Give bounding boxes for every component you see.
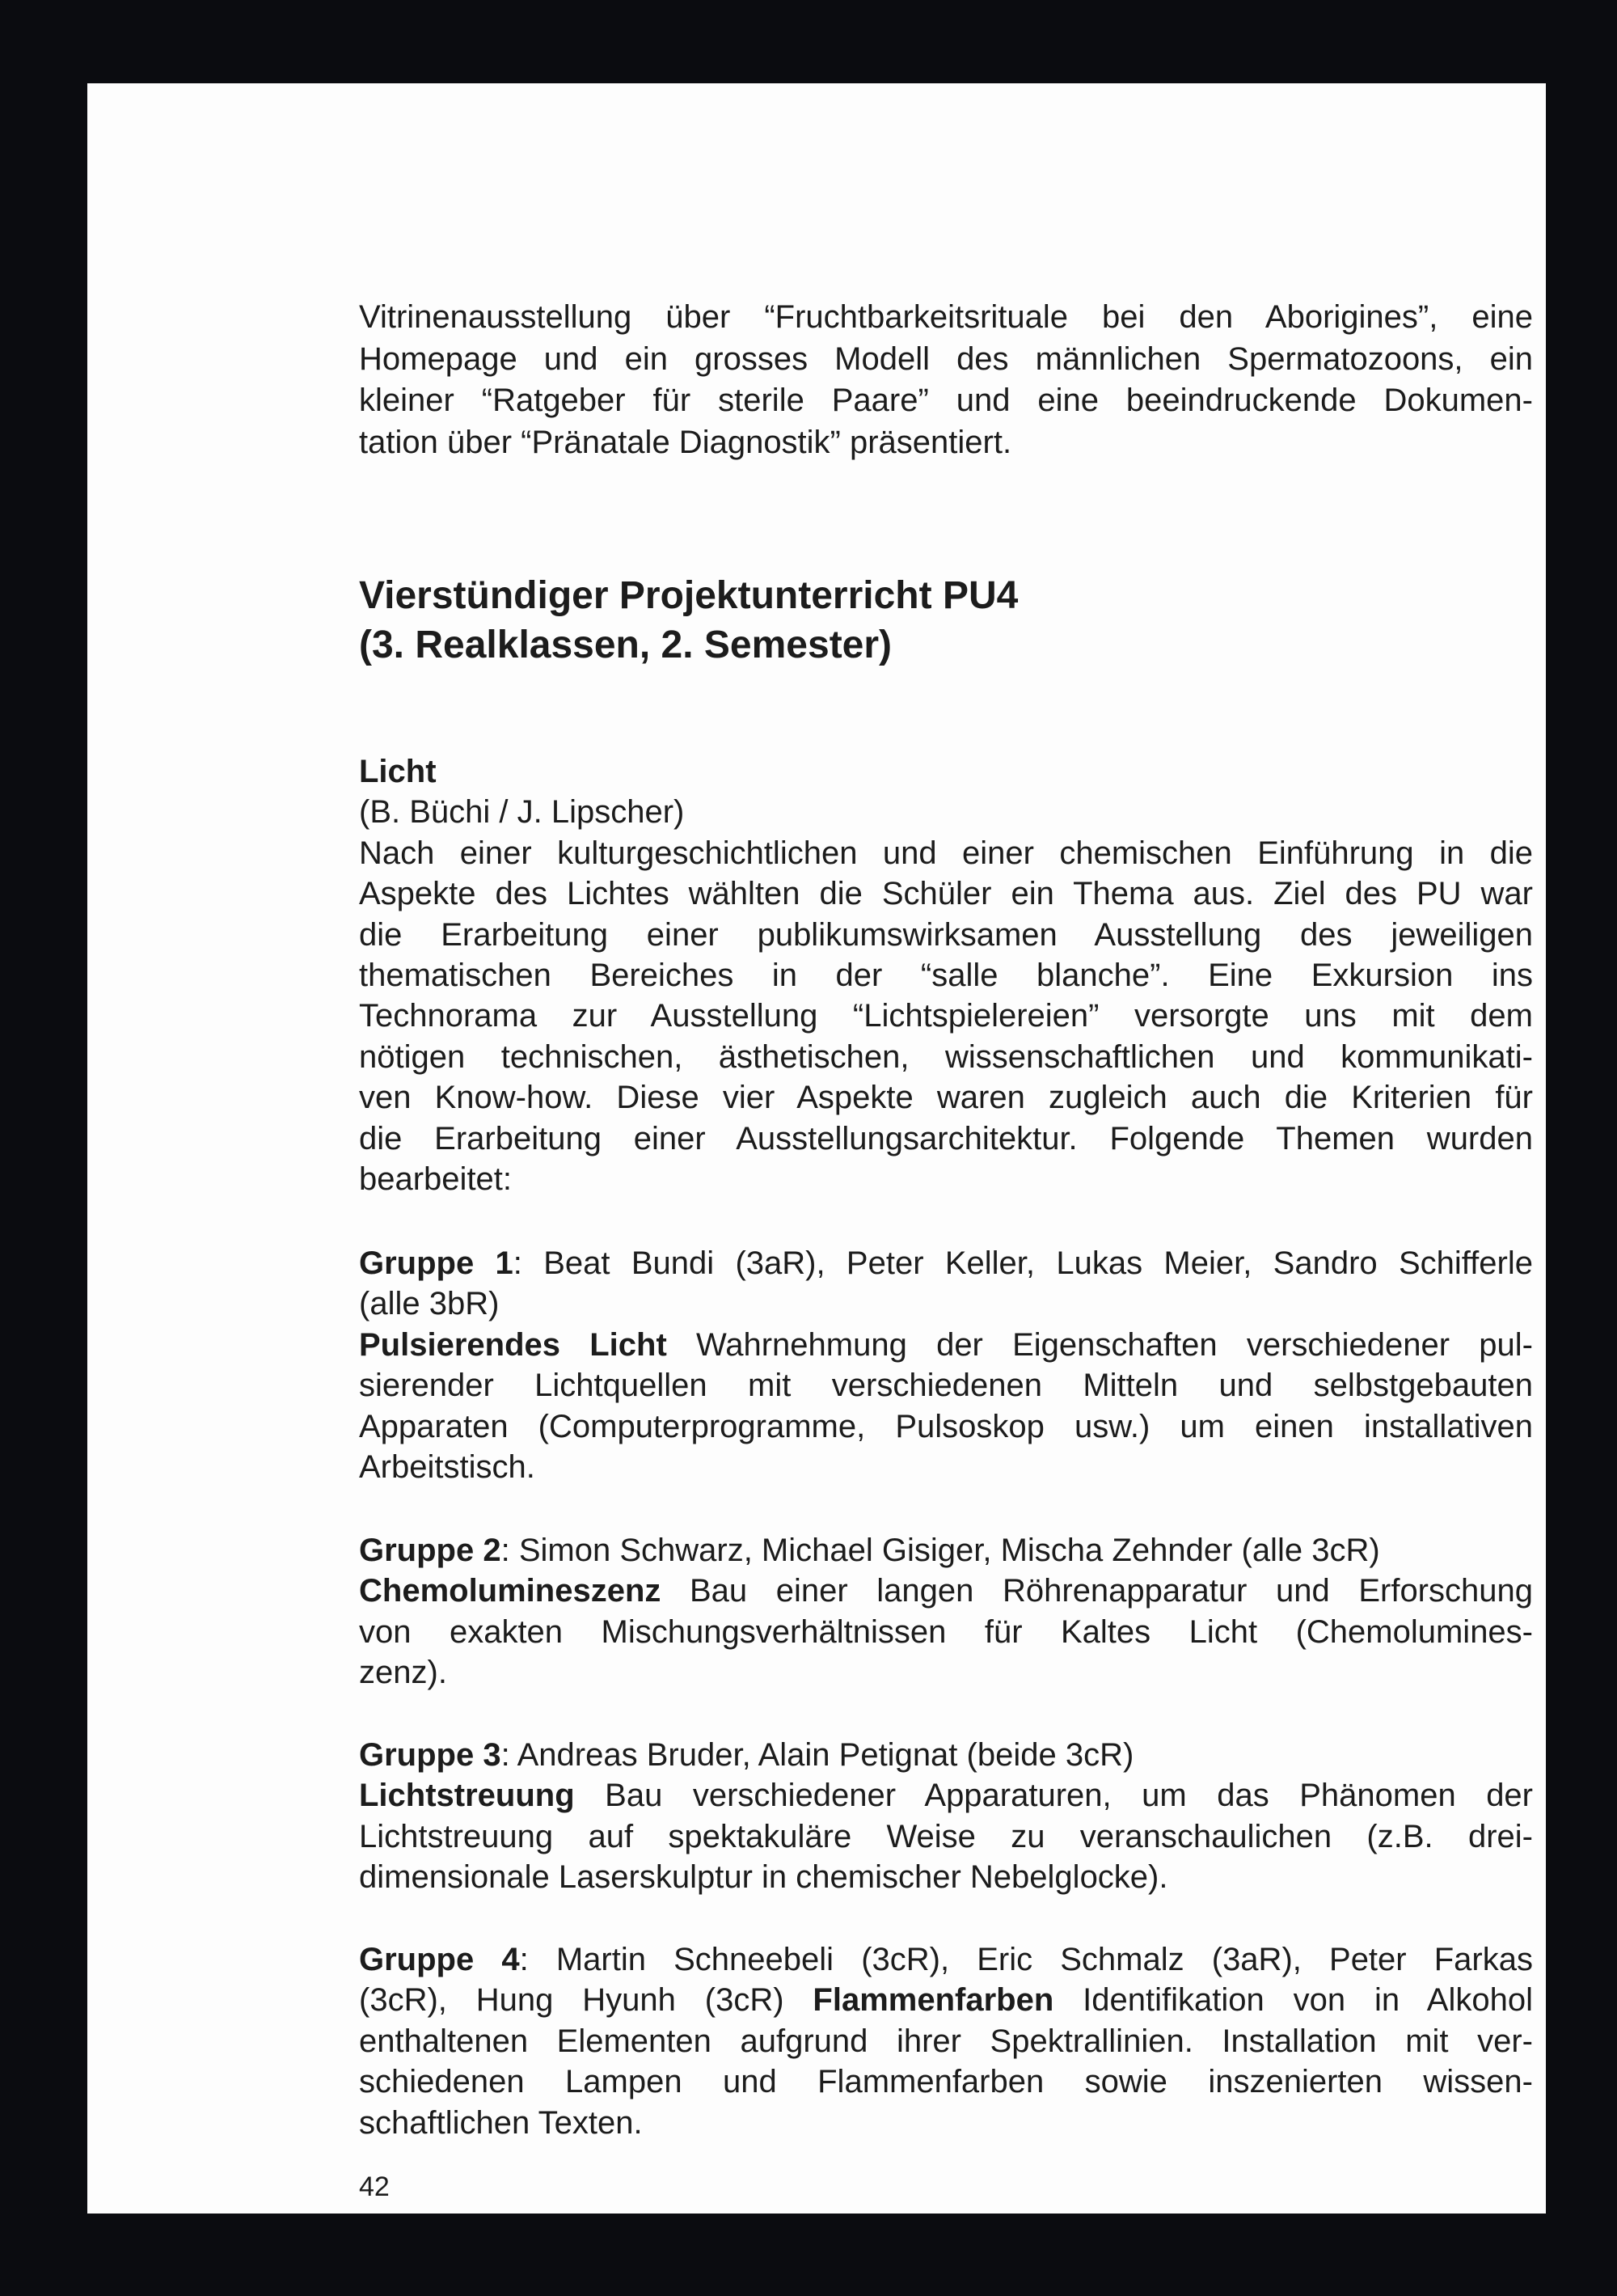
- text-line: [359, 1283, 1533, 1324]
- text-run: Vitrinenausstellung über “Fruchtbarkeitsrituale bei den Aborigines”, eine: [359, 299, 1533, 335]
- bold-term: Lichtstreuung: [359, 1778, 575, 1814]
- text-line: [359, 1857, 1533, 1897]
- bold-term: Licht: [359, 754, 437, 789]
- bold-term: Gruppe 3: [359, 1737, 501, 1773]
- text-run: nötigen technischen, ästhetischen, wissenschaftlichen und kommunikati-: [359, 1038, 1533, 1075]
- text-line: [359, 1571, 1533, 1611]
- text-line: [359, 915, 1533, 955]
- text-line: [359, 1735, 1533, 1775]
- text-line: [359, 2021, 1533, 2061]
- text-run: schiedenen Lampen und Flammenfarben sowie inszenierten wissen-: [359, 2064, 1533, 2100]
- text-run: Apparaten (Computerprogramme, Pulsoskop usw.) um einen installativen: [359, 1408, 1533, 1444]
- text-run: tation über “Pränatale Diagnostik” präsentiert.: [359, 424, 1012, 460]
- text-run: die Erarbeitung einer publikumswirksamen Ausstellung des jeweiligen: [359, 916, 1533, 953]
- text-run: schaftlichen Texten.: [359, 2104, 643, 2141]
- page-number: 42: [359, 2171, 390, 2202]
- bold-term: Pulsierendes Licht: [359, 1326, 667, 1363]
- section-heading: [359, 571, 1533, 670]
- text-line: [359, 1447, 1533, 1487]
- text-line: [359, 1816, 1533, 1857]
- text-run: Aspekte des Lichtes wählten die Schüler ein Thema aus. Ziel des PU war: [359, 876, 1533, 912]
- text-run: Vierstündiger Projektunterricht PU4: [359, 574, 1019, 617]
- text-run: Technorama zur Ausstellung “Lichtspielereien” versorgte uns mit dem: [359, 998, 1533, 1034]
- text-line: [359, 833, 1533, 873]
- bold-term: Chemolumineszenz: [359, 1573, 661, 1609]
- text-run: (3cR), Hung Hyunh (3cR): [359, 1982, 813, 2019]
- group-4-paragraph: [359, 1939, 1533, 2143]
- bold-term: Gruppe 2: [359, 1533, 501, 1568]
- bold-term: Gruppe 1: [359, 1245, 513, 1281]
- text-run: enthaltenen Elementen aufgrund ihrer Spektrallinien. Installation mit ver-: [359, 2023, 1533, 2059]
- text-run: bearbeitet:: [359, 1161, 513, 1198]
- text-line: [359, 792, 1533, 832]
- text-run: kleiner “Ratgeber für sterile Paare” und eine beeindruckende Dokumen-: [359, 383, 1533, 418]
- text-line: [359, 297, 1533, 339]
- text-line: [359, 339, 1533, 381]
- text-run: Nach einer kulturgeschichtlichen und einer chemischen Einführung in die: [359, 835, 1533, 871]
- text-run: Identifikation von in Alkohol: [1053, 1982, 1533, 2019]
- text-run: : Andreas Bruder, Alain Petignat (beide 3cR): [500, 1737, 1134, 1773]
- text-line: [359, 1365, 1533, 1406]
- text-run: sierender Lichtquellen mit verschiedenen Mitteln und selbstgebauten: [359, 1368, 1533, 1404]
- text-run: zenz).: [359, 1655, 447, 1691]
- text-line: [359, 422, 1533, 464]
- group-3-paragraph: [359, 1735, 1533, 1898]
- text-line: [359, 380, 1533, 422]
- text-line: [359, 751, 1533, 792]
- text-run: thematischen Bereiches in der “salle blanche”. Eine Exkursion ins: [359, 958, 1533, 994]
- text-line: [359, 1118, 1533, 1159]
- text-line: [359, 1243, 1533, 1283]
- text-run: Bau verschiedener Apparaturen, um das Phänomen der: [574, 1778, 1533, 1814]
- text-line: [359, 2103, 1533, 2143]
- text-run: (alle 3bR): [359, 1286, 500, 1322]
- text-line: [359, 1077, 1533, 1118]
- text-run: ven Know-how. Diese vier Aspekte waren zugleich auch die Kriterien für: [359, 1080, 1533, 1116]
- text-run: : Martin Schneebeli (3cR), Eric Schmalz (3aR), Peter Farkas: [519, 1942, 1533, 1977]
- text-line: [359, 1939, 1533, 1980]
- bold-term: Flammenfarben: [813, 1982, 1054, 2019]
- text-line: [359, 1037, 1533, 1077]
- text-line: [359, 1775, 1533, 1816]
- intro-paragraph: [359, 297, 1533, 463]
- group-1-paragraph: [359, 1243, 1533, 1487]
- text-line: [359, 2061, 1533, 2102]
- text-run: : Simon Schwarz, Michael Gisiger, Mischa Zehnder (alle 3cR): [500, 1533, 1380, 1568]
- text-run: die Erarbeitung einer Ausstellungsarchitektur. Folgende Themen wurden: [359, 1120, 1533, 1156]
- text-line: [359, 873, 1533, 914]
- text-run: von exakten Mischungsverhältnissen für Kaltes Licht (Chemolumines-: [359, 1613, 1533, 1650]
- text-line: [359, 1652, 1533, 1693]
- text-line: [359, 620, 1533, 670]
- text-run: Wahrnehmung der Eigenschaften verschiedener pul-: [666, 1326, 1533, 1363]
- text-run: Homepage und ein grosses Modell des männlichen Spermatozoons, ein: [359, 340, 1533, 377]
- text-line: [359, 1530, 1533, 1571]
- text-run: : Beat Bundi (3aR), Peter Keller, Lukas Meier, Sandro Schifferle: [513, 1245, 1533, 1281]
- text-line: [359, 1406, 1533, 1447]
- text-line: [359, 1980, 1533, 2020]
- text-run: (B. Büchi / J. Lipscher): [359, 794, 685, 831]
- text-line: [359, 1612, 1533, 1652]
- text-line: [359, 1159, 1533, 1199]
- group-2-paragraph: [359, 1530, 1533, 1693]
- bold-term: Gruppe 4: [359, 1942, 520, 1977]
- text-line: [359, 571, 1533, 620]
- text-run: (3. Realklassen, 2. Semester): [359, 624, 893, 666]
- text-line: [359, 996, 1533, 1036]
- text-run: Lichtstreuung auf spektakuläre Weise zu veranschaulichen (z.B. drei-: [359, 1818, 1533, 1854]
- licht-section: [359, 751, 1533, 1199]
- text-run: Arbeitstisch.: [359, 1449, 535, 1486]
- document-page: [87, 83, 1546, 2214]
- text-line: [359, 1325, 1533, 1365]
- text-run: Bau einer langen Röhrenapparatur und Erforschung: [661, 1573, 1533, 1609]
- text-line: [359, 955, 1533, 996]
- text-run: dimensionale Laserskulptur in chemischer Nebelglocke).: [359, 1859, 1168, 1896]
